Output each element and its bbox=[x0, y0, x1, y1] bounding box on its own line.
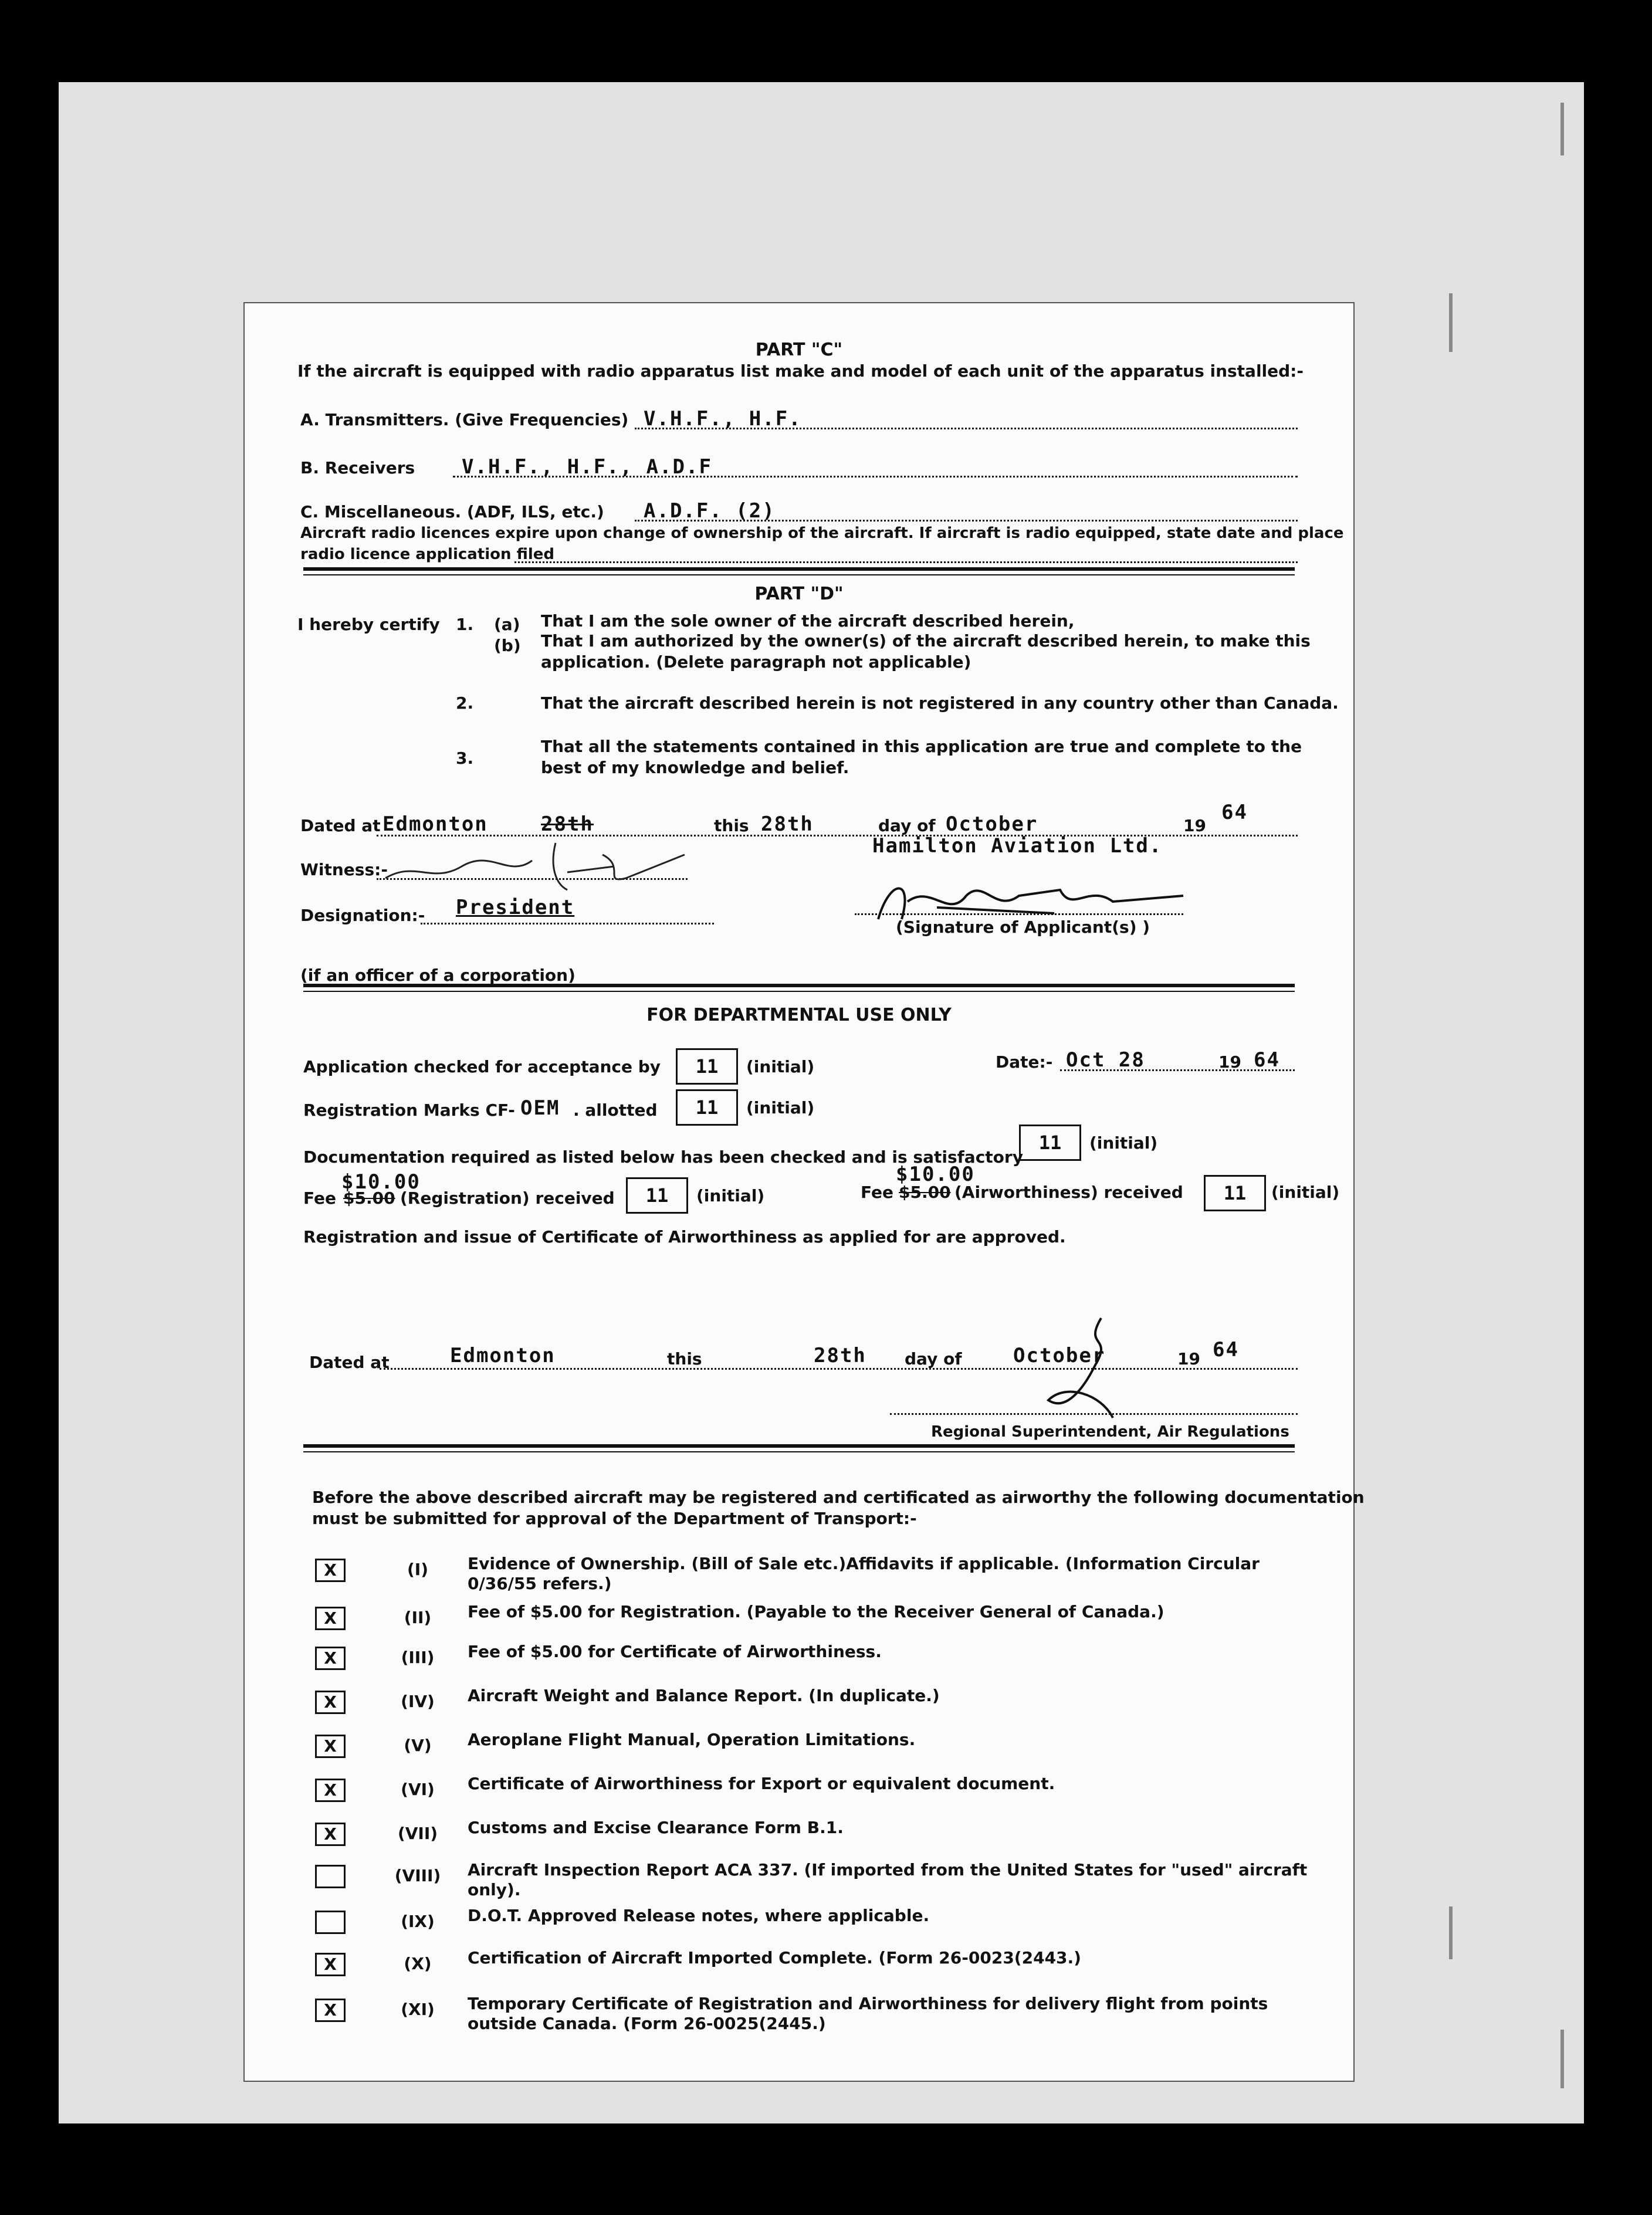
dept-this-label: this bbox=[667, 1349, 702, 1369]
docs-intro: Before the above described aircraft may be registered and certificated as airworthy the following documentation bbox=[312, 1488, 1365, 1507]
transmitters-value: V.H.F., H.F. bbox=[644, 407, 802, 431]
month-value: October bbox=[946, 812, 1038, 836]
fill-line bbox=[1060, 1069, 1295, 1071]
doc-checkbox bbox=[315, 1865, 346, 1888]
section-divider bbox=[303, 1451, 1295, 1452]
doc-checkbox: X bbox=[315, 1647, 346, 1670]
stmt-1-number: 1. bbox=[456, 615, 474, 634]
doc-item bbox=[245, 1994, 1353, 2033]
marks-value: OEM bbox=[520, 1096, 560, 1120]
doc-checkbox: X bbox=[315, 1999, 346, 2022]
section-divider bbox=[303, 574, 1295, 575]
doc-item bbox=[245, 1686, 1353, 1712]
doc-checkbox: X bbox=[315, 1953, 346, 1976]
part-c-heading: PART "C" bbox=[755, 340, 843, 360]
struck-day-value: 28th bbox=[541, 812, 594, 836]
date-year: 64 bbox=[1254, 1048, 1280, 1072]
day-value: 28th bbox=[761, 812, 814, 836]
doc-number: (II) bbox=[404, 1608, 432, 1627]
crop-mark bbox=[1543, 2030, 1564, 2088]
checked-initial-box: 11 bbox=[676, 1048, 738, 1085]
doc-item bbox=[245, 1554, 1353, 1593]
witness-label: Witness:- bbox=[300, 860, 388, 879]
year-prefix: 19 bbox=[1183, 816, 1206, 835]
doc-number: (XI) bbox=[401, 2000, 435, 2019]
doc-text: Certification of Aircraft Imported Complete. (Form 26-0023(2443.) bbox=[468, 1948, 1081, 1967]
docs-intro-2: must be submitted for approval of the Department of Transport:- bbox=[312, 1509, 917, 1528]
fee-reg-initial-box: 11 bbox=[626, 1177, 688, 1214]
stmt-1b-text-2: application. (Delete paragraph not applicable) bbox=[541, 652, 971, 672]
doc-number: (V) bbox=[404, 1736, 432, 1755]
witness-signature bbox=[380, 831, 708, 902]
crop-mark bbox=[1426, 1906, 1453, 1959]
fee-reg-label: Fee bbox=[303, 1188, 336, 1208]
doc-text: Aircraft Weight and Balance Report. (In duplicate.) bbox=[468, 1686, 940, 1705]
fill-line bbox=[453, 476, 1298, 477]
dept-heading: FOR DEPARTMENTAL USE ONLY bbox=[646, 1005, 952, 1025]
section-divider bbox=[303, 567, 1295, 571]
doc-checkbox: X bbox=[315, 1691, 346, 1714]
day-of-label: day of bbox=[878, 816, 936, 835]
doc-item bbox=[245, 1948, 1353, 1974]
dept-place-value: Edmonton bbox=[450, 1344, 556, 1367]
doc-checkbox: X bbox=[315, 1735, 346, 1758]
stmt-3-number: 3. bbox=[456, 749, 474, 768]
stmt-1a-text: That I am the sole owner of the aircraft described herein, bbox=[541, 611, 1075, 631]
stmt-3-text-2: best of my knowledge and belief. bbox=[541, 758, 849, 777]
initial-label: (initial) bbox=[746, 1098, 815, 1117]
doc-item bbox=[245, 1774, 1353, 1800]
misc-label: C. Miscellaneous. (ADF, ILS, etc.) bbox=[300, 502, 604, 521]
allotted-label: . allotted bbox=[573, 1100, 658, 1120]
doc-number: (IX) bbox=[401, 1912, 435, 1931]
initial-label: (initial) bbox=[1271, 1183, 1340, 1202]
fill-line bbox=[890, 1413, 1298, 1415]
fee-air-struck: $5.00 bbox=[899, 1183, 951, 1202]
doc-text: Aircraft Inspection Report ACA 337. (If imported from the United States for "used" aircraft only). bbox=[468, 1860, 1308, 1899]
doc-number: (VIII) bbox=[394, 1866, 441, 1885]
signature-caption: (Signature of Applicant(s) ) bbox=[896, 917, 1150, 937]
doc-initial-box: 11 bbox=[1019, 1125, 1081, 1161]
marks-label: Registration Marks CF- bbox=[303, 1100, 515, 1120]
doc-number: (VII) bbox=[397, 1824, 438, 1843]
dated-at-label: Dated at bbox=[300, 816, 381, 835]
superintendent-caption: Regional Superintendent, Air Regulations bbox=[931, 1423, 1289, 1441]
superintendent-signature bbox=[1031, 1312, 1148, 1424]
scan-background bbox=[59, 82, 1584, 2123]
fee-air-initial-box: 11 bbox=[1204, 1175, 1266, 1211]
doc-checkbox: X bbox=[315, 1823, 346, 1846]
section-divider bbox=[303, 984, 1295, 987]
fee-air-label: Fee bbox=[861, 1183, 893, 1202]
stmt-2-number: 2. bbox=[456, 693, 474, 713]
doc-item bbox=[245, 1642, 1353, 1668]
fee-air-amount: $10.00 bbox=[896, 1163, 975, 1186]
this-label: this bbox=[714, 816, 749, 835]
part-c-intro: If the aircraft is equipped with radio apparatus list make and model of each unit of the apparatus installed:- bbox=[297, 361, 1304, 381]
fill-line bbox=[380, 1368, 1298, 1370]
form-page bbox=[243, 302, 1365, 2082]
doc-text: Certificate of Airworthiness for Export or equivalent document. bbox=[468, 1774, 1055, 1793]
misc-value: A.D.F. (2) bbox=[644, 499, 776, 523]
section-divider bbox=[303, 1444, 1295, 1448]
dept-day-of-label: day of bbox=[905, 1349, 962, 1369]
radio-note: Aircraft radio licences expire upon change of ownership of the aircraft. If aircraft is radio equipped, state date and place bbox=[300, 524, 1344, 542]
doc-text: Evidence of Ownership. (Bill of Sale etc.)Affidavits if applicable. (Information Circular 0/36/55 refers.) bbox=[468, 1554, 1260, 1593]
dept-year-value: 64 bbox=[1213, 1338, 1239, 1361]
doc-text: Fee of $5.00 for Certificate of Airworthiness. bbox=[468, 1642, 882, 1661]
officer-note: (if an officer of a corporation) bbox=[300, 966, 576, 985]
date-label: Date:- bbox=[996, 1052, 1053, 1072]
doc-text: Fee of $5.00 for Registration. (Payable to the Receiver General of Canada.) bbox=[468, 1602, 1164, 1621]
doc-text: Temporary Certificate of Registration and Airworthiness for delivery flight from points outside Canada. (Form 26-0025(2445.) bbox=[468, 1994, 1268, 2033]
radio-note-2: radio licence application filed bbox=[300, 546, 555, 563]
doc-item bbox=[245, 1906, 1353, 1931]
stmt-1b-text: That I am authorized by the owner(s) of the aircraft described herein, to make this bbox=[541, 631, 1311, 651]
stmt-3-text: That all the statements contained in this application are true and complete to the bbox=[541, 737, 1302, 756]
fee-reg-amount: $10.00 bbox=[341, 1170, 421, 1194]
doc-item bbox=[245, 1730, 1353, 1756]
crop-mark bbox=[1426, 293, 1453, 352]
marks-initial-box: 11 bbox=[676, 1089, 738, 1126]
initial-label: (initial) bbox=[1089, 1133, 1158, 1153]
checked-label: Application checked for acceptance by bbox=[303, 1057, 661, 1076]
dept-year-prefix: 19 bbox=[1177, 1349, 1200, 1369]
doc-text: Customs and Excise Clearance Form B.1. bbox=[468, 1818, 844, 1837]
doc-item bbox=[245, 1818, 1353, 1844]
stmt-1b-mark: (b) bbox=[494, 636, 521, 655]
designation-label: Designation:- bbox=[300, 906, 425, 925]
fill-line bbox=[514, 561, 1298, 563]
date-year-prefix: 19 bbox=[1218, 1052, 1241, 1072]
fee-reg-text: (Registration) received bbox=[400, 1188, 615, 1208]
section-divider bbox=[303, 991, 1295, 992]
company-name: Hamilton Aviation Ltd. bbox=[872, 834, 1163, 858]
fill-line bbox=[635, 520, 1298, 521]
doc-number: (III) bbox=[401, 1648, 435, 1667]
dept-month-value: October bbox=[1013, 1344, 1106, 1367]
doc-number: (X) bbox=[404, 1954, 432, 1973]
fill-line bbox=[421, 923, 714, 924]
doc-check-label: Documentation required as listed below has been checked and is satisfactory bbox=[303, 1147, 1023, 1167]
doc-number: (I) bbox=[407, 1560, 428, 1579]
stmt-2-text: That the aircraft described herein is not registered in any country other than Canada. bbox=[541, 693, 1339, 713]
part-d-heading: PART "D" bbox=[754, 584, 844, 604]
receivers-value: V.H.F., H.F., A.D.F bbox=[462, 455, 712, 479]
receivers-label: B. Receivers bbox=[300, 458, 415, 477]
issue-approved-label: Registration and issue of Certificate of Airworthiness as applied for are approved. bbox=[303, 1227, 1066, 1247]
fill-line bbox=[855, 913, 1183, 915]
doc-number: (VI) bbox=[401, 1780, 435, 1799]
doc-checkbox: X bbox=[315, 1779, 346, 1802]
doc-item bbox=[245, 1602, 1353, 1628]
dept-day-value: 28th bbox=[814, 1344, 866, 1367]
doc-checkbox: X bbox=[315, 1607, 346, 1630]
stmt-1a-mark: (a) bbox=[494, 615, 520, 634]
transmitters-label: A. Transmitters. (Give Frequencies) bbox=[300, 410, 629, 429]
designation-value: President bbox=[456, 896, 575, 919]
fee-reg-struck: $5.00 bbox=[343, 1188, 395, 1208]
fee-air-text: (Airworthiness) received bbox=[954, 1183, 1183, 1202]
fill-line bbox=[635, 428, 1298, 429]
crop-mark bbox=[1543, 103, 1564, 155]
date-value: Oct 28 bbox=[1066, 1048, 1145, 1072]
initial-label: (initial) bbox=[696, 1186, 765, 1205]
year-value: 64 bbox=[1221, 801, 1248, 824]
initial-label: (initial) bbox=[746, 1057, 815, 1076]
doc-checkbox bbox=[315, 1911, 346, 1934]
doc-checkbox: X bbox=[315, 1559, 346, 1582]
doc-text: D.O.T. Approved Release notes, where applicable. bbox=[468, 1906, 930, 1925]
doc-text: Aeroplane Flight Manual, Operation Limitations. bbox=[468, 1730, 916, 1749]
doc-item bbox=[245, 1860, 1353, 1899]
certify-label: I hereby certify bbox=[297, 615, 440, 634]
dept-dated-at-label: Dated at bbox=[309, 1353, 390, 1372]
doc-number: (IV) bbox=[401, 1692, 435, 1711]
dated-place-value: Edmonton bbox=[382, 812, 488, 836]
